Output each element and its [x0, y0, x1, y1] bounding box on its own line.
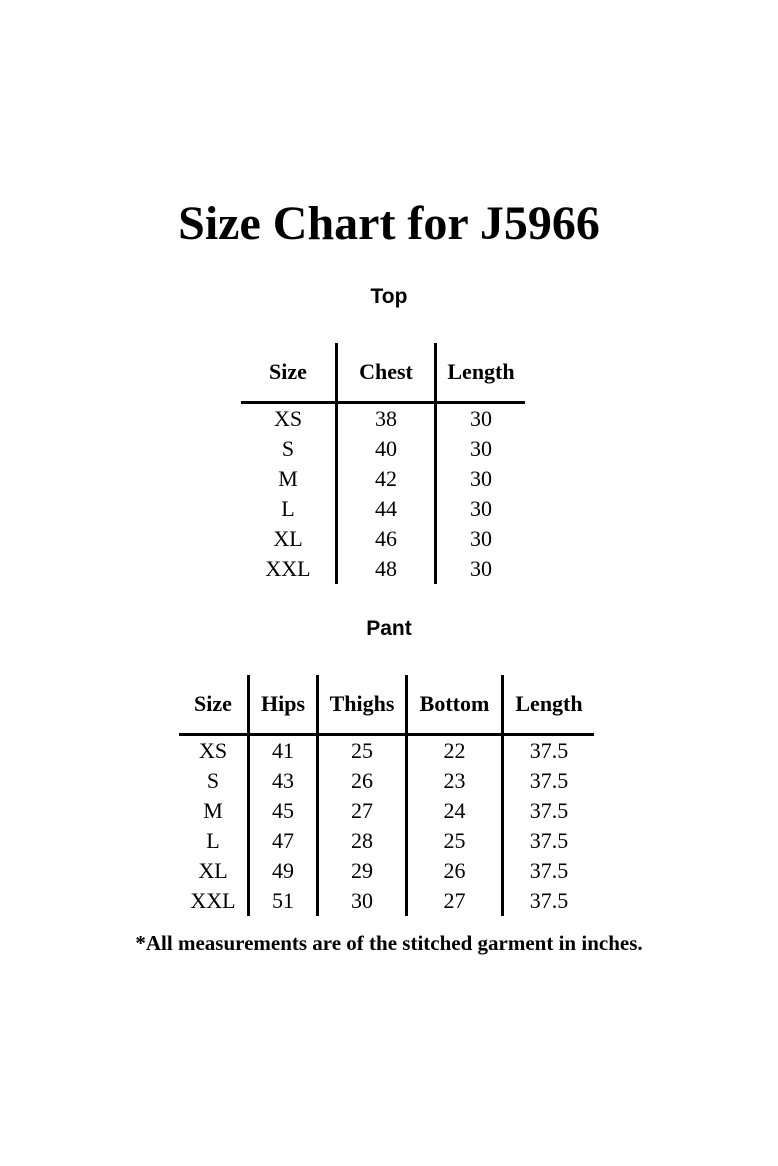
column-header-length: Length [503, 675, 595, 735]
size-cell: XL [273, 526, 303, 551]
length-cell: 30 [436, 403, 526, 435]
size-cell: M [278, 466, 298, 491]
chest-cell: 46 [337, 524, 436, 554]
top-section-title: Top [370, 285, 408, 308]
column-header-size: Size [241, 343, 337, 403]
length-cell: 30 [436, 494, 526, 524]
length-cell: 30 [436, 524, 526, 554]
chest-cell: 38 [337, 403, 436, 435]
size-cell: XL [198, 858, 228, 883]
table-row [179, 886, 594, 916]
column-header-length: Length [436, 343, 526, 403]
table-row [241, 434, 525, 464]
column-header-thighs: Thighs [318, 675, 407, 735]
table-row [179, 826, 594, 856]
size-cell: XXL [190, 888, 236, 913]
table-row [179, 796, 594, 826]
chest-cell: 48 [337, 554, 436, 584]
bottom-cell: 27 [407, 886, 503, 916]
size-cell: XS [273, 406, 303, 431]
size-cell: M [203, 798, 223, 823]
size-cell: S [206, 768, 220, 793]
thighs-cell: 27 [318, 796, 407, 826]
length-cell: 30 [436, 464, 526, 494]
measurement-footnote: *All measurements are of the stitched garment in inches. [135, 931, 643, 955]
column-header-bottom: Bottom [407, 675, 503, 735]
table-row [241, 494, 525, 524]
size-cell: L [206, 828, 220, 853]
bottom-cell: 23 [407, 766, 503, 796]
thighs-cell: 28 [318, 826, 407, 856]
thighs-cell: 26 [318, 766, 407, 796]
table-row [241, 464, 525, 494]
hips-cell: 43 [249, 766, 318, 796]
length-cell: 37.5 [503, 766, 595, 796]
column-header-hips: Hips [249, 675, 318, 735]
size-cell: XS [198, 738, 228, 763]
bottom-cell: 25 [407, 826, 503, 856]
length-cell: 30 [436, 554, 526, 584]
table-row [241, 524, 525, 554]
pant-section-title: Pant [366, 617, 412, 640]
table-header-row [179, 675, 594, 735]
table-row [241, 403, 525, 435]
table-row [179, 735, 594, 767]
size-cell: XXL [265, 556, 311, 581]
chest-cell: 44 [337, 494, 436, 524]
hips-cell: 45 [249, 796, 318, 826]
table-header-row [241, 343, 525, 403]
hips-cell: 47 [249, 826, 318, 856]
length-cell: 30 [436, 434, 526, 464]
bottom-cell: 26 [407, 856, 503, 886]
length-cell: 37.5 [503, 856, 595, 886]
length-cell: 37.5 [503, 886, 595, 916]
column-header-size: Size [179, 675, 249, 735]
chest-cell: 40 [337, 434, 436, 464]
hips-cell: 41 [249, 735, 318, 767]
hips-cell: 51 [249, 886, 318, 916]
thighs-cell: 29 [318, 856, 407, 886]
size-cell: L [281, 496, 295, 521]
length-cell: 37.5 [503, 796, 595, 826]
table-row [241, 554, 525, 584]
page-title: Size Chart for J5966 [178, 197, 600, 250]
bottom-cell: 22 [407, 735, 503, 767]
length-cell: 37.5 [503, 826, 595, 856]
bottom-cell: 24 [407, 796, 503, 826]
hips-cell: 49 [249, 856, 318, 886]
pant-size-table [179, 675, 594, 916]
top-size-table [241, 343, 525, 584]
column-header-chest: Chest [337, 343, 436, 403]
length-cell: 37.5 [503, 735, 595, 767]
chest-cell: 42 [337, 464, 436, 494]
size-cell: S [281, 436, 295, 461]
table-row [179, 766, 594, 796]
table-row [179, 856, 594, 886]
thighs-cell: 30 [318, 886, 407, 916]
thighs-cell: 25 [318, 735, 407, 767]
